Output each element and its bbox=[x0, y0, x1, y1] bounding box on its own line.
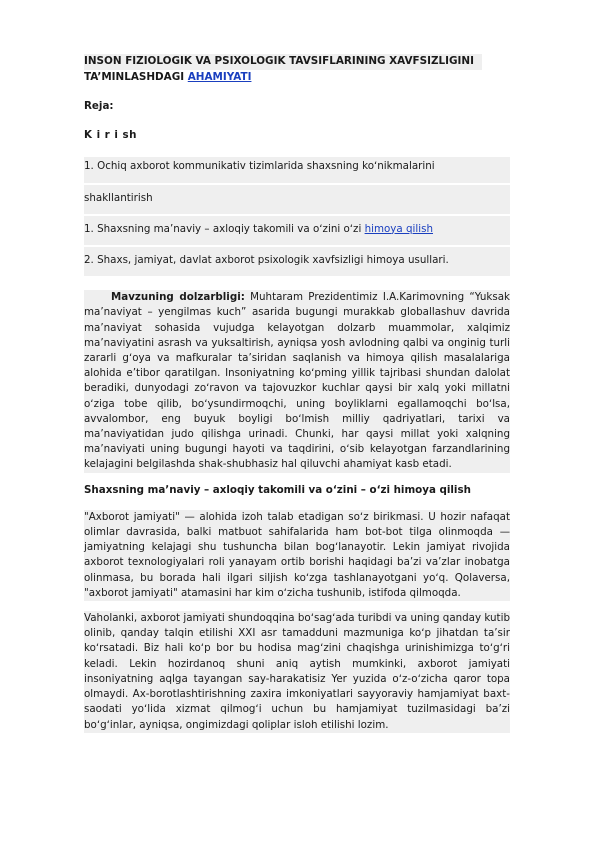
plan-item-1b: shakllantirish bbox=[84, 191, 153, 204]
paragraph-2: Vaholanki, axborot jamiyati shundoqqina boʻsagʻada turibdi va uning qanday kutib olinib, qanday talqin etilishi XXI asr tamadduni mazmuniga koʻp jihatdan taʼsir koʻrsatadi. Biz hali koʻp bor bu hodisa magʻzini chaqishga urinishimizga toʻgʻri keladi. Lekin hozirdanoq shuni aniq aytish mumkinki, axborot jamiyati insoniyatning aqlga tayangan say-harakatisiz Yer yuzida oʻz-oʻzicha qaror topa olmaydi. Ax-borotlashtirishning zaxira imkoniyatlari sayyoraviy hamjamiyat baxt-saodati yoʻlida xizmat qilmogʻi uchun bu hamjamiyat tuzilmasidagi baʼzi boʻgʻinlar, ayniqsa, ongimizdagi qoliplar isloh etilishi lozim. bbox=[84, 611, 510, 733]
relevance-text: Muhtaram Prezidentimiz I.A.Karimovning “Yuksak maʼnaviyat – yengilmas kuch” asarida bugungi murakkab globallashuv davrida maʼnaviyat sohasida vujudga kelayotgan dolzarb muammolar, xalqimiz maʼnaviyatini asrash va yuksaltirish, ayniqsa yosh avlodning qalbi va onginig turli zararli gʻoya va mafkuralar taʼsiridan saqlanish va himoya qilish masalalariga alohida eʼtibor qaratilgan. Insoniyatning koʻpming yillik tajribasi shundan dalolat beradiki, dunyodagi zoʻravon va tajovuzkor kuchlar qaysi bir xalq yoki millatni oʻziga tobe qilib, boʻysundirmoqchi, uning boyliklarni egallamoqchi boʻlsa, avvalombor, eng buyuk boyligi boʻlmish milliy qadriyatlari, tarixi va maʼnaviyatidan judo qilishga urinadi. Chunki, har qaysi millat yoki xalqning maʼnaviyati uning bugungi hayoti va taqdirini, oʻsib kelayotgan farzandlarining kelajagini belgilashda shak-shubhasiz hal qiluvchi ahamiyat kasb etadi. bbox=[84, 291, 510, 471]
plan-heading: Reja: bbox=[84, 100, 114, 112]
plan-item-1a: 1. Ochiq axborot kommunikativ tizimlarida shaxsning koʻnikmalarini bbox=[84, 160, 435, 173]
plan-item-2-prefix: 1. Shaxsning maʼnaviy – axloqiy takomili va oʻzini oʻzi bbox=[84, 222, 365, 235]
plan-list bbox=[84, 157, 510, 276]
plan-item-3: 2. Shaxs, jamiyat, davlat axborot psixologik xavfsizligi himoya usullari. bbox=[84, 254, 449, 267]
section-heading: Shaxsning maʼnaviy – axloqiy takomili va oʻzini – oʻzi himoya qilish bbox=[84, 483, 471, 496]
document-title bbox=[84, 54, 510, 85]
title-link[interactable]: AHAMIYATI bbox=[187, 70, 252, 83]
title-line-2-prefix: TA’MINLASHDAGI bbox=[84, 70, 188, 83]
plan-item-2-link[interactable]: himoya qilish bbox=[364, 222, 433, 235]
relevance-label: Mavzuning dolzarbligi: bbox=[111, 291, 245, 304]
introduction-heading: K i r i sh bbox=[84, 129, 137, 142]
relevance-paragraph bbox=[84, 290, 510, 472]
document-page bbox=[84, 54, 510, 743]
paragraph-1: "Axborot jamiyati" — alohida izoh talab etadigan soʻz birikmasi. U hozir nafaqat olimlar davrasida, balki matbuot sahifalarida ham bot-bot tilga olinmoqda — jamiyatning kelajagi shu tushuncha bilan bogʻlanayotir. Lekin jamiyat rivojida axborot texnologiyalari roli yanayam ortib borishi haqidagi baʼzi vaʼzlar inobatga olinmasa, bu borada hali ilgari siljish koʻzga tashlanayotgani yoʻq. Qolaversa, "axborot jamiyati" atamasini har kim oʻzicha tushunib, istifoda qilmoqda. bbox=[84, 510, 510, 601]
title-line-1: INSON FIZIOLOGIK VA PSIXOLOGIK TAVSIFLARINING XAVFSIZLIGINI bbox=[84, 54, 482, 70]
